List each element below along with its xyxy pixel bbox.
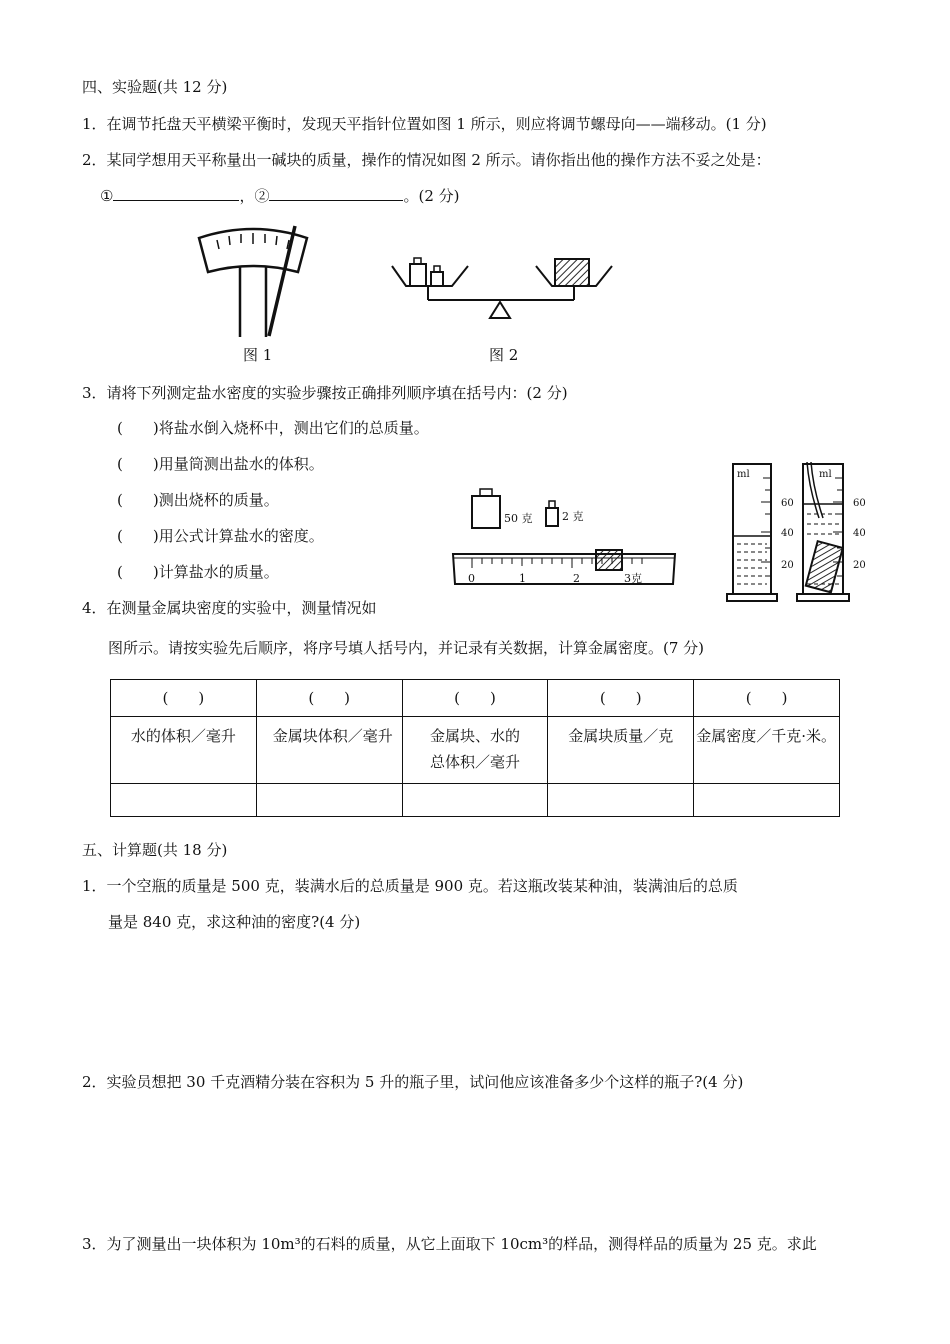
figure-4-cylinders — [725, 458, 875, 608]
figure-3-weights-scale — [450, 484, 680, 604]
circle-1: ① — [100, 187, 114, 205]
ruler-tick: 0 — [468, 572, 475, 585]
table-input-cell[interactable] — [694, 784, 840, 817]
question-5-1-line2: 量是 840 克，求这种油的密度?(4 分) — [108, 913, 361, 931]
table-input-cell[interactable] — [548, 784, 694, 817]
table-row — [111, 784, 840, 817]
ruler-tick: 3克 — [624, 572, 642, 585]
question-4-4-line2: 图所示。请按实验先后顺序，将序号填人括号内，并记录有关数据，计算金属密度。(7 分) — [108, 639, 705, 657]
table-header-cell: 金属密度／千克·米。 — [694, 717, 840, 784]
ruler-tick: 2 — [573, 572, 580, 585]
question-4-3: 3．请将下列测定盐水密度的实验步骤按正确排列顺序填在括号内：(2 分) — [82, 384, 568, 402]
question-5-3: 3．为了测量出一块体积为 10m³的石料的质量，从它上面取下 10cm³的样品，测得样品的质量为 25 克。求此 — [82, 1235, 817, 1253]
ruler-tick: 1 — [519, 572, 526, 585]
table-header-cell: 金属块体积／毫升 — [256, 717, 402, 784]
question-4-2-blanks — [100, 186, 460, 206]
table-header-cell: 水的体积／毫升 — [111, 717, 257, 784]
step-item: ( )将盐水倒入烧杯中，测出它们的总质量。 — [117, 419, 429, 437]
order-bracket[interactable]: ( ) — [402, 680, 548, 717]
question-4-2: 2．某同学想用天平称量出一碱块的质量，操作的情况如图 2 所示。请你指出他的操作方法不妥之处是： — [82, 151, 771, 169]
question-4-4-line1: 4．在测量金属块密度的实验中，测量情况如 — [82, 599, 377, 617]
table-input-cell[interactable] — [256, 784, 402, 817]
order-bracket[interactable]: ( ) — [111, 680, 257, 717]
circle-2: ，② — [239, 187, 270, 205]
step-item: ( )用公式计算盐水的密度。 — [117, 527, 324, 545]
figure-1-pointer-scale — [195, 220, 315, 345]
answer-blank-2[interactable] — [269, 186, 403, 201]
question-4-1: 1．在调节托盘天平横梁平衡时，发现天平指针位置如图 1 所示，则应将调节螺母向——端移动。(1 分) — [82, 115, 767, 133]
table-row — [111, 680, 840, 717]
cylinder-tick: 20 — [853, 560, 866, 571]
step-item: ( )计算盐水的质量。 — [117, 563, 279, 581]
question-5-2: 2．实验员想把 30 千克酒精分装在容积为 5 升的瓶子里，试问他应该准备多少个这样的瓶子?(4 分) — [82, 1073, 744, 1091]
points-label: 。(2 分) — [403, 187, 460, 205]
order-bracket[interactable]: ( ) — [548, 680, 694, 717]
order-bracket[interactable]: ( ) — [256, 680, 402, 717]
table-header-cell: 金属块、水的总体积／毫升 — [402, 717, 548, 784]
figure-2-balance — [388, 250, 618, 330]
cylinder-tick: 60 — [781, 498, 794, 509]
figure-1-caption: 图 1 — [243, 346, 273, 364]
section4-heading: 四、实验题(共 12 分) — [82, 78, 228, 96]
step-item: ( )用量筒测出盐水的体积。 — [117, 455, 324, 473]
answer-blank-1[interactable] — [113, 186, 239, 201]
table-input-cell[interactable] — [111, 784, 257, 817]
cylinder-unit-2: ml — [819, 469, 832, 480]
cylinder-tick: 40 — [781, 528, 794, 539]
cylinder-tick: 20 — [781, 560, 794, 571]
table-input-cell[interactable] — [402, 784, 548, 817]
order-bracket[interactable]: ( ) — [694, 680, 840, 717]
data-table — [110, 679, 840, 817]
cylinder-tick: 40 — [853, 528, 866, 539]
weight-50g-label: 50 克 — [504, 512, 533, 525]
figure-2-caption: 图 2 — [489, 346, 519, 364]
cylinder-tick: 60 — [853, 498, 866, 509]
section5-heading: 五、计算题(共 18 分) — [82, 841, 228, 859]
question-5-1-line1: 1．一个空瓶的质量是 500 克，装满水后的总质量是 900 克。若这瓶改装某种油，装满油后的总质 — [82, 877, 738, 895]
cylinder-unit: ml — [737, 469, 750, 480]
table-header-cell: 金属块质量／克 — [548, 717, 694, 784]
step-item: ( )测出烧杯的质量。 — [117, 491, 279, 509]
weight-2g-label: 2 克 — [562, 510, 584, 523]
table-row — [111, 717, 840, 784]
